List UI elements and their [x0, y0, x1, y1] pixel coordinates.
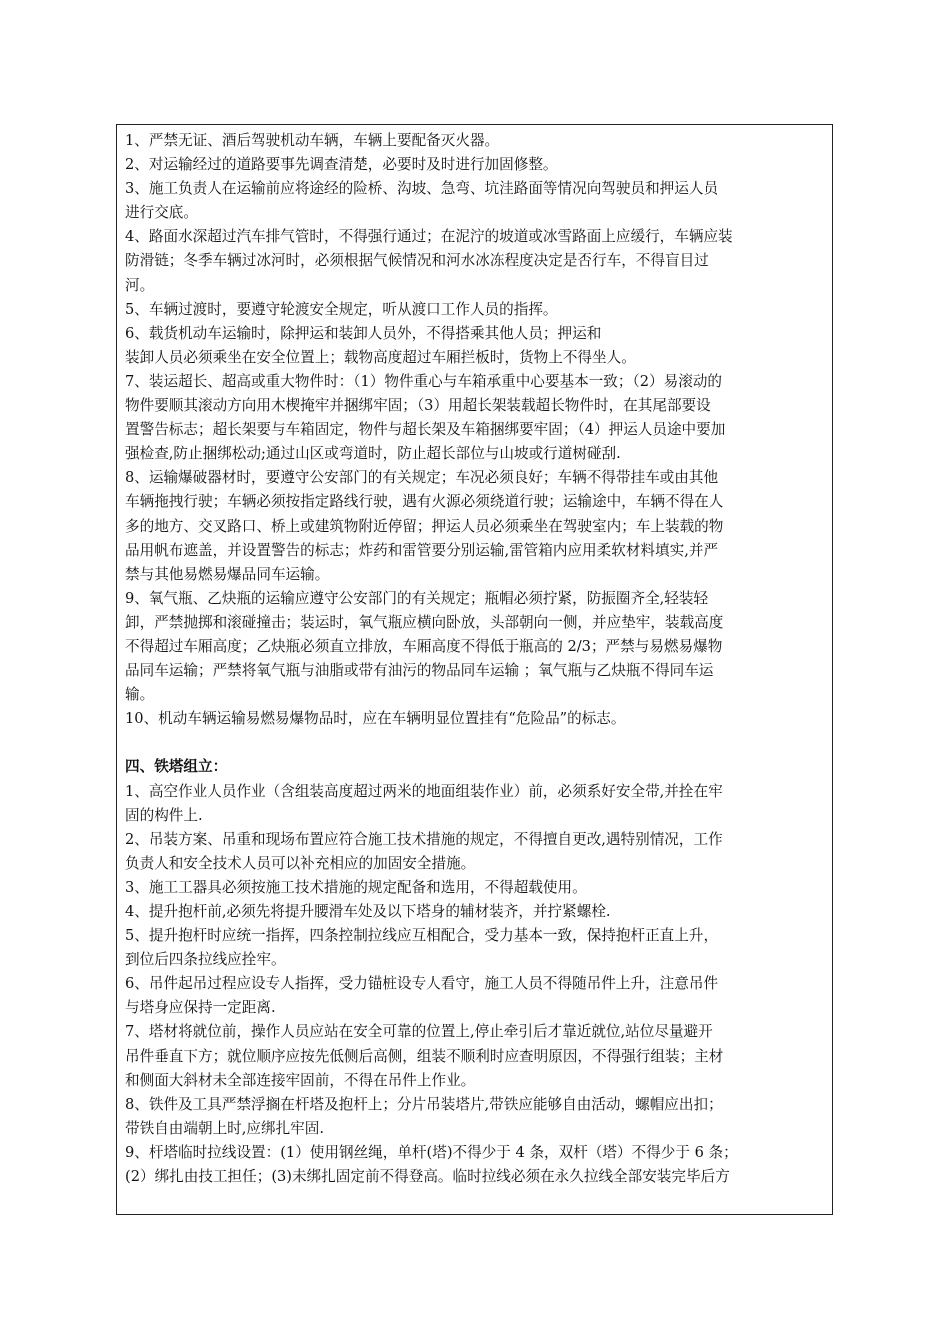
text-line: 多的地方、交叉路口、桥上或建筑物附近停留；押运人员必须乘坐在驾驶室内；车上装载的物 — [125, 517, 724, 535]
blank-line — [125, 731, 826, 755]
text-line: 7、塔材将就位前，操作人员应站在安全可靠的位置上,停止牵引后才靠近就位,站位尽量避开 — [125, 1023, 713, 1041]
text-line: 河。 — [125, 276, 155, 294]
text-line: 输。 — [125, 686, 155, 704]
text-line: 防滑链；冬季车辆过冰河时，必须根据气候情况和河水冰冻程度决定是否行车，不得盲目过 — [125, 252, 709, 270]
text-line: 进行交底。 — [125, 204, 198, 222]
text-line: 9、杆塔临时拉线设置：(1）使用钢丝绳，单杆(塔)不得少于 4 条，双杆（塔）不得少于 6 条； — [125, 1143, 738, 1161]
text-line: 物件要顺其滚动方向用木楔掩牢并捆绑牢固；（3）用超长架装载超长物件时，在其尾部要设 — [125, 397, 711, 415]
text-line: (2）绑扎由技工担任；(3)未绑扎固定前不得登高。临时拉线必须在永久拉线全部安装完毕后方 — [125, 1168, 730, 1186]
text-line: 3、施工工器具必须按施工技术措施的规定配备和选用，不得超载使用。 — [125, 878, 587, 896]
text-line: 1、高空作业人员作业（含组装高度超过两米的地面组装作业）前，必须系好安全带,并拴在牢 — [125, 782, 723, 800]
text-line: 带铁自由端朝上时,应绑扎牢固. — [125, 1119, 324, 1137]
text-line: 2、吊装方案、吊重和现场布置应符合施工技术措施的规定，不得擅自更改,遇特别情况，工作 — [125, 830, 723, 848]
text-line: 固的构件上. — [125, 806, 203, 824]
text-line: 10、机动车辆运输易燃易爆物品时，应在车辆明显位置挂有“危险品”的标志。 — [125, 710, 626, 728]
text-line: 与塔身应保持一定距离. — [125, 999, 276, 1017]
document-frame — [116, 124, 833, 1215]
text-line: 9、氧气瓶、乙炔瓶的运输应遵守公安部门的有关规定；瓶帽必须拧紧，防振圈齐全,轻装轻 — [125, 589, 709, 607]
text-line: 4、路面水深超过汽车排气管时，不得强行通过；在泥泞的坡道或冰雪路面上应缓行，车辆应装 — [125, 228, 733, 246]
text-line: 到位后四条拉线应拴牢。 — [125, 951, 286, 969]
text-line: 5、车辆过渡时，要遵守轮渡安全规定，听从渡口工作人员的指挥。 — [125, 300, 558, 318]
text-line: 负责人和安全技术人员可以补充相应的加固安全措施。 — [125, 854, 476, 872]
text-line: 6、载货机动车运输时，除押运和装卸人员外，不得搭乘其他人员；押运和 — [125, 324, 602, 342]
text-line: 卸，严禁抛掷和滚碰撞击；装运时，氧气瓶应横向卧放，头部朝向一侧，并应垫牢，装载高度 — [125, 613, 724, 631]
text-line: 车辆拖拽行驶；车辆必须按指定路线行驶，遇有火源必须绕道行驶；运输途中，车辆不得在人 — [125, 493, 724, 511]
text-line: 4、提升抱杆前,必须先将提升腰滑车处及以下塔身的辅材装齐，并拧紧螺栓. — [125, 903, 611, 920]
text-line: 6、吊件起吊过程应设专人指挥，受力锚桩设专人看守，施工人员不得随吊件上升，注意吊件 — [125, 975, 719, 993]
text-line: 吊件垂直下方；就位顺序应按先低侧后高侧，组装不顺利时应查明原因，不得强行组装；主材 — [125, 1047, 724, 1065]
text-line: 禁与其他易燃易爆品同车运输。 — [125, 565, 330, 583]
text-line: 装卸人员必须乘坐在安全位置上；载物高度超过车厢拦板时，货物上不得坐人。 — [125, 348, 636, 366]
text-line: 和侧面大斜材未全部连接牢固前，不得在吊件上作业。 — [125, 1071, 476, 1089]
text-line: 5、提升抱杆时应统一指挥，四条控制拉线应互相配合，受力基本一致，保持抱杆正直上升， — [125, 927, 719, 945]
text-line: 强检查,防止捆绑松动;通过山区或弯道时，防止超长部位与山坡或行道树碰刮. — [125, 445, 621, 463]
text-line: 品同车运输；严禁将氧气瓶与油脂或带有油污的物品同车运输 ；氧气瓶与乙炔瓶不得同车运 — [125, 662, 714, 680]
text-line: 3、施工负责人在运输前应将途经的险桥、沟坡、急弯、坑洼路面等情况向驾驶员和押运人员 — [125, 180, 719, 198]
text-line: 8、铁件及工具严禁浮搁在杆塔及抱杆上；分片吊装塔片,带铁应能够自由活动，螺帽应出扣； — [125, 1095, 723, 1113]
text-line: 不得超过车厢高度；乙炔瓶必须直立排放，车厢高度不得低于瓶高的 2/3；严禁与易燃易爆物 — [125, 637, 723, 655]
section-heading: 四、铁塔组立： — [125, 758, 228, 776]
text-line: 置警告标志；超长架要与车箱固定，物件与超长架及车箱捆绑要牢固；（4）押运人员途中要加 — [125, 421, 726, 439]
text-line: 2、对运输经过的道路要事先调查清楚，必要时及时进行加固修整。 — [125, 156, 558, 174]
text-line: 8、运输爆破器材时，要遵守公安部门的有关规定；车况必须良好；车辆不得带挂车或由其他 — [125, 469, 719, 487]
text-line: 7、装运超长、超高或重大物件时：（1）物件重心与车箱承重中心要基本一致；（2）易滚动的 — [125, 372, 723, 390]
text-line: 品用帆布遮盖，并设置警告的标志；炸药和雷管要分别运输,雷管箱内应用柔软材料填实,并严 — [125, 541, 719, 559]
text-line: 1、严禁无证、酒后驾驶机动车辆，车辆上要配备灭火器。 — [125, 132, 500, 149]
